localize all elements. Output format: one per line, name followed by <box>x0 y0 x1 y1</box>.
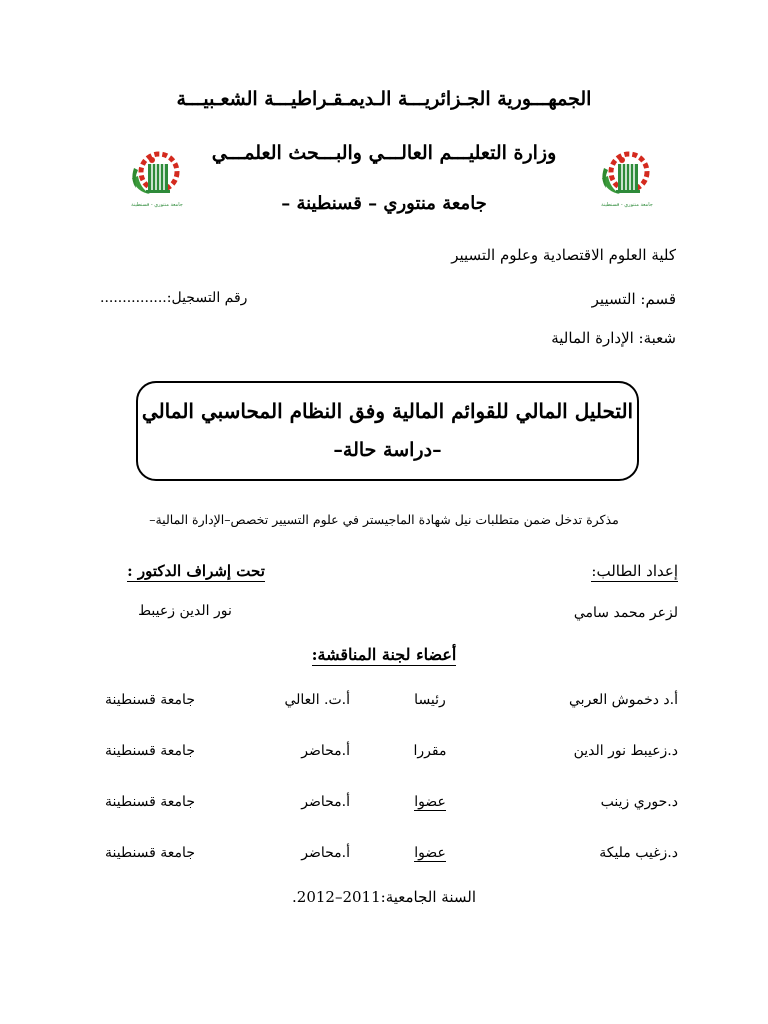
member-university: جامعة قسنطينة <box>105 692 195 708</box>
university-name: جامعة منتوري – قسنطينة – <box>281 193 487 214</box>
university-logo-left <box>126 148 188 210</box>
committee-label-wrap <box>0 645 768 664</box>
student-name: لزعر محمد سامي <box>573 605 678 621</box>
supervisor-name: نور الدين زعيبط <box>138 603 232 619</box>
member-role: مقررا <box>413 743 447 759</box>
branch-name: شعبة: الإدارة المالية <box>551 329 676 347</box>
thesis-title: التحليل المالي للقوائم المالية وفق النظام المحاسبي المالي <box>141 399 634 423</box>
member-university: جامعة قسنطينة <box>105 845 195 861</box>
member-role-wrap <box>390 845 470 861</box>
member-rank: أ.محاضر <box>301 845 350 861</box>
member-name: أ.د دخموش العربي <box>569 692 678 708</box>
university-logo-right <box>596 148 658 210</box>
member-university: جامعة قسنطينة <box>105 794 195 810</box>
prepared-by-label: إعداد الطالب: <box>591 562 678 580</box>
thesis-subtitle: –دراسة حالة– <box>333 439 442 461</box>
ministry-name: وزارة التعليـــم العالـــي والبـــحث العلمـــي <box>211 142 557 164</box>
member-rank: أ.محاضر <box>301 743 350 759</box>
supervisor-label-wrap <box>126 562 266 580</box>
member-role: عضوا <box>414 845 446 861</box>
registration-number: رقم التسجيل:............... <box>100 290 248 306</box>
supervisor-label: تحت إشراف الدكتور : <box>127 562 265 580</box>
member-university: جامعة قسنطينة <box>105 743 195 759</box>
department-name: قسم: التسيير <box>591 290 676 308</box>
committee-member-row <box>0 743 768 767</box>
committee-member-row <box>0 845 768 869</box>
member-rank: أ.محاضر <box>301 794 350 810</box>
logo-caption: جامعة منتوري - قسنطينة <box>601 202 653 208</box>
committee-label: أعضاء لجنة المناقشة: <box>311 645 457 664</box>
member-name: د.زغيب مليكة <box>599 845 678 861</box>
country-name: الجمهـــورية الجـزائريـــة الـديمـقـراطيـــة الشعـبيـــة <box>176 88 592 110</box>
member-role: عضوا <box>414 794 446 810</box>
member-role-wrap <box>390 794 470 810</box>
committee-member-row <box>0 794 768 818</box>
academic-year: السنة الجامعية:2011–2012. <box>292 888 476 906</box>
memo-statement: مذكرة تدخل ضمن متطلبات نيل شهادة الماجيستر في علوم التسيير تخصص–الإدارة المالية– <box>149 512 619 527</box>
member-name: د.زعيبط نور الدين <box>573 743 678 759</box>
member-name: د.حوري زينب <box>600 794 678 810</box>
faculty-name: كلية العلوم الاقتصادية وعلوم التسيير <box>451 246 676 264</box>
logo-caption: جامعة منتوري - قسنطينة <box>131 202 183 208</box>
member-rank: أ.ت. العالي <box>284 692 350 708</box>
committee-member-row <box>0 692 768 716</box>
title-box <box>136 381 639 481</box>
member-role: رئيسا <box>414 692 446 708</box>
